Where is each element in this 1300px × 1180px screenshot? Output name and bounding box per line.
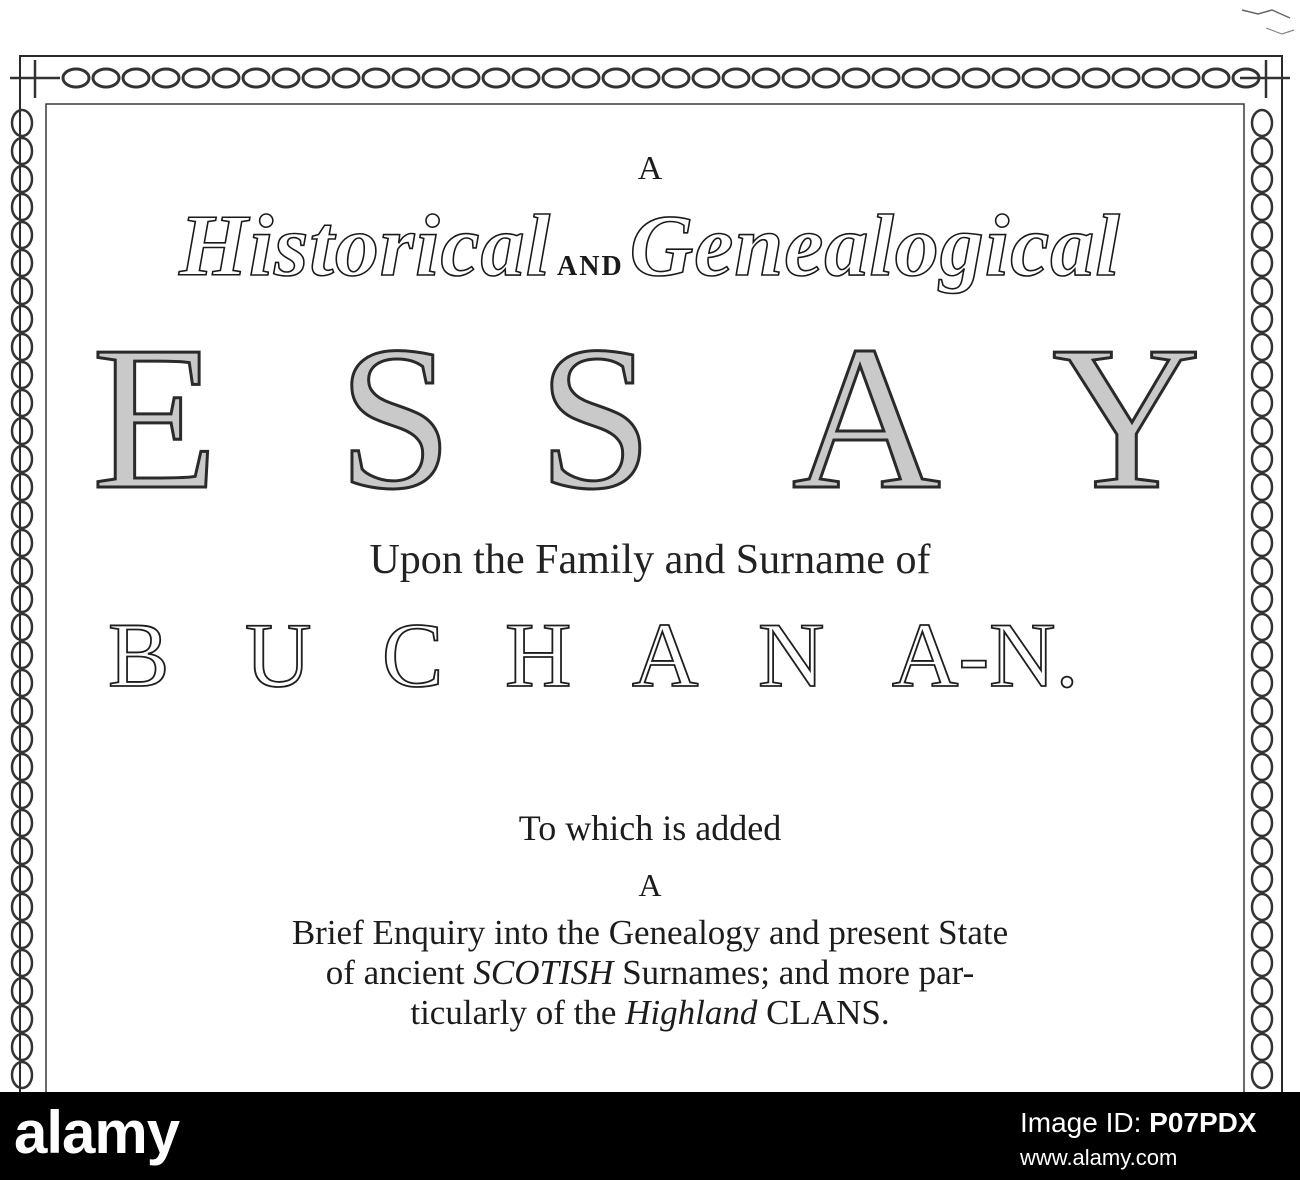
- chain-link: [12, 110, 32, 136]
- brief-line-1: Brief Enquiry into the Genealogy and present State: [291, 913, 1009, 952]
- chain-link: [633, 69, 659, 87]
- chain-link: [1252, 754, 1272, 780]
- brief-line-3-tail: CLANS.: [757, 993, 890, 1032]
- top-chain-ornament: [63, 69, 1259, 87]
- brief-line-3: [0, 993, 1300, 1033]
- chain-link: [303, 69, 329, 87]
- brief-line-3-italic: Highland: [625, 993, 758, 1032]
- chain-link: [1252, 698, 1272, 724]
- chain-link: [1023, 69, 1049, 87]
- chain-link: [1252, 110, 1272, 136]
- chain-link: [1203, 69, 1229, 87]
- chain-link: [243, 69, 269, 87]
- chain-link: [603, 69, 629, 87]
- chain-link: [93, 69, 119, 87]
- title-essay: [0, 303, 1300, 532]
- chain-link: [213, 69, 239, 87]
- surname-letter: A: [632, 604, 699, 706]
- chain-link: [1053, 69, 1079, 87]
- image-id-label: Image ID:: [1020, 1107, 1142, 1138]
- corner-cross-left: [10, 60, 60, 98]
- surname-letter: U: [245, 604, 312, 706]
- chain-link: [1252, 1034, 1272, 1060]
- chain-link: [153, 69, 179, 87]
- title-word-and: and: [557, 239, 624, 284]
- brief-line-2-text: of ancient: [325, 953, 474, 992]
- added-intro: To which is added: [518, 808, 782, 848]
- chain-link: [723, 69, 749, 87]
- article-a-mid: A: [638, 867, 662, 903]
- chain-link: [1143, 69, 1169, 87]
- essay-letter: S: [338, 303, 453, 532]
- chain-link: [513, 69, 539, 87]
- chain-link: [63, 69, 89, 87]
- chain-link: [753, 69, 779, 87]
- surname-letter: A-N.: [892, 604, 1079, 706]
- chain-link: [1252, 726, 1272, 752]
- title-word-genealogical: Genealogical: [629, 198, 1121, 295]
- chain-link: [1173, 69, 1199, 87]
- chain-link: [903, 69, 929, 87]
- surname-letter: B: [108, 604, 170, 706]
- chain-link: [543, 69, 569, 87]
- chain-link: [1252, 782, 1272, 808]
- chain-link: [933, 69, 959, 87]
- chain-link: [363, 69, 389, 87]
- chain-link: [453, 69, 479, 87]
- article-a-top: A: [637, 150, 663, 187]
- brief-line-2-tail: Surnames; and more par-: [613, 953, 975, 992]
- essay-letter: E: [92, 303, 218, 532]
- essay-letter: Y: [1052, 303, 1201, 532]
- alamy-logo: alamy: [14, 1099, 180, 1166]
- essay-letter: S: [538, 303, 653, 532]
- chain-link: [12, 1034, 32, 1060]
- chain-link: [483, 69, 509, 87]
- chain-link: [183, 69, 209, 87]
- chain-link: [123, 69, 149, 87]
- chain-link: [1083, 69, 1109, 87]
- subtitle-family-surname: Upon the Family and Surname of: [369, 537, 931, 583]
- chain-link: [1252, 1062, 1272, 1088]
- image-id-line: [1020, 1106, 1257, 1140]
- chain-link: [12, 698, 32, 724]
- chain-link: [963, 69, 989, 87]
- essay-letter: A: [792, 303, 941, 532]
- image-id-value: P07PDX: [1149, 1107, 1257, 1138]
- title-word-historical: Historical: [179, 198, 552, 295]
- chain-link: [783, 69, 809, 87]
- chain-link: [843, 69, 869, 87]
- surname-letter: H: [505, 604, 572, 706]
- chain-link: [333, 69, 359, 87]
- chain-link: [12, 726, 32, 752]
- surname-letter: C: [382, 604, 444, 706]
- scan-mark: [1238, 4, 1296, 38]
- chain-link: [663, 69, 689, 87]
- chain-link: [12, 754, 32, 780]
- chain-link: [813, 69, 839, 87]
- brief-line-3-text: ticularly of the: [410, 993, 626, 1032]
- chain-link: [573, 69, 599, 87]
- surname-letter: N: [758, 604, 825, 706]
- chain-link: [693, 69, 719, 87]
- chain-link: [1113, 69, 1139, 87]
- chain-link: [12, 782, 32, 808]
- chain-link: [273, 69, 299, 87]
- title-line-historical-genealogical: [0, 196, 1300, 297]
- chain-link: [993, 69, 1019, 87]
- watermark-footer: [0, 1092, 1300, 1180]
- chain-link: [393, 69, 419, 87]
- brief-line-2: [0, 953, 1300, 993]
- brief-line-2-italic: SCOTISH: [473, 953, 614, 992]
- site-url: www.alamy.com: [1020, 1145, 1178, 1170]
- chain-link: [12, 586, 32, 612]
- chain-link: [1252, 586, 1272, 612]
- chain-link: [873, 69, 899, 87]
- chain-link: [423, 69, 449, 87]
- brief-enquiry-paragraph: [0, 913, 1300, 1033]
- chain-link: [12, 1062, 32, 1088]
- surname-buchanan: [0, 604, 1300, 706]
